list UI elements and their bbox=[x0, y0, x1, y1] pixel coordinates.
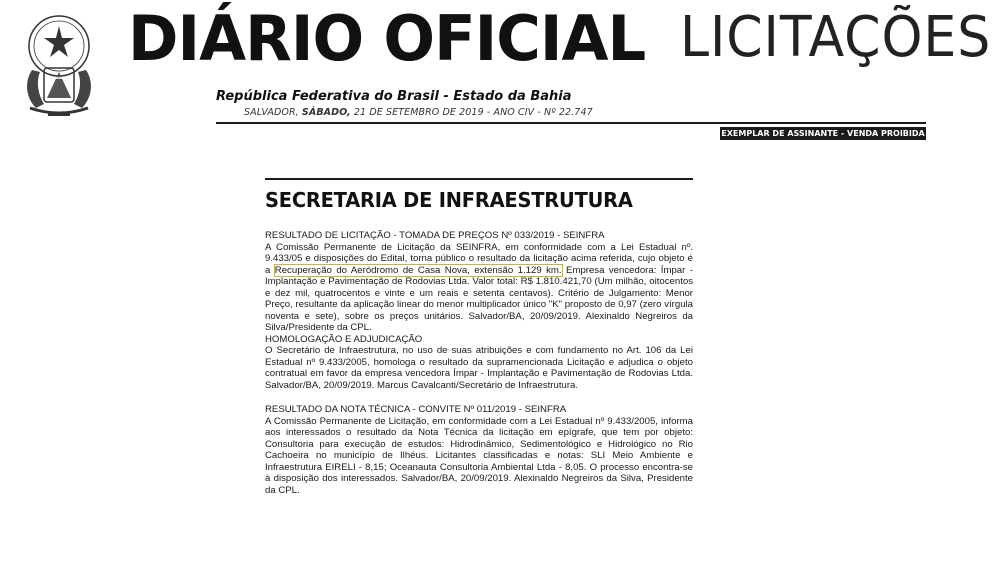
dateline-day: SÁBADO, bbox=[301, 107, 351, 118]
block1-paragraph bbox=[265, 242, 693, 334]
subtitle: República Federativa do Brasil - Estado da Bahia bbox=[216, 89, 572, 104]
block3-heading: RESULTADO DA NOTA TÉCNICA - CONVITE Nº 011/2019 - SEINFRA bbox=[265, 404, 567, 415]
block1-text-a: A Comissão Permanente de Licitação da SEINFRA, em conformidade com a Lei Estadual nº. 9.433/05 e disposições do Edital, torna público o resultado da licitação acima referida, cujo objeto é a bbox=[265, 241, 693, 276]
state-crest-logo bbox=[14, 12, 104, 120]
block2-paragraph: O Secretário de Infraestrutura, no uso de suas atribuições e com fundamento no Art. 106 da Lei Estadual nº 9.433/2005, homologa o resultado da supramencionada Licitação e adjudica o objeto contratual em favor da empresa vencedora Ímpar - Implantação e Pavimentação de Rodovias Ltda. Salvador/BA, 20/09/2019. Marcus Cavalcanti/Secretário de Infraestrutura. bbox=[265, 345, 693, 391]
header-rule bbox=[216, 122, 926, 124]
block1-heading: RESULTADO DE LICITAÇÃO - TOMADA DE PREÇOS Nº 033/2019 - SEINFRA bbox=[265, 230, 605, 241]
subscriber-banner: EXEMPLAR DE ASSINANTE - VENDA PROIBIDA bbox=[721, 129, 925, 138]
highlighted-object: Recuperação do Aeródromo de Casa Nova, extensão 1.129 km. bbox=[274, 264, 562, 276]
article bbox=[265, 178, 693, 496]
section-title-licitacoes: LICITAÇÕES bbox=[680, 5, 992, 70]
newspaper-title: DIÁRIO OFICIAL bbox=[128, 2, 646, 75]
block1-text-b: Empresa vencedora: Ímpar - Implantação e Pavimentação de Rodovias Ltda. Valor total: R$ 1.810.421,70 (Um milhão, oitocentos e dez mil, quatrocentos e vinte e um reais e setenta centavos). Critério de Julgamento: Menor Preço, resultante da aplicação linear do menor multiplicador único "K" proposto de 0,97 (zero vírgula noventa e sete), sobre os preços unitários. Salvador/BA, 20/09/2019. Alexinaldo Negreiros da Silva/Presidente da CPL. bbox=[265, 264, 693, 333]
article-rule bbox=[265, 178, 693, 180]
block3-paragraph: A Comissão Permanente de Licitação, em conformidade com a Lei Estadual nº 9.433/2005, informa aos interessados o resultado da Nota Técnica da licitação em epígrafe, que tem por objeto: Consultoria para execução de estudos: Hidrodinâmico, Sedimentológico e Hidrológico no Rio Cachoeira no município de Ilhéus. Licitantes classificadas e notas: SLI Meio Ambiente e Infraestrutura EIRELI - 8,15; Oceanauta Consultoria Ambiental Ltda - 8,05. O processo encontra-se à disposição dos interessados. Salvador/BA, 20/09/2019. Alexinaldo Negreiros da Silva, Presidente da CPL. bbox=[265, 415, 693, 496]
block-spacer bbox=[265, 391, 693, 404]
dateline-city: SALVADOR, bbox=[244, 107, 299, 118]
dateline-rest: 21 DE SETEMBRO DE 2019 - ANO CIV - Nº 22.747 bbox=[353, 107, 593, 118]
block2-heading: HOMOLOGAÇÃO E ADJUDICAÇÃO bbox=[265, 333, 423, 345]
secretaria-heading: SECRETARIA DE INFRAESTRUTURA bbox=[265, 188, 633, 212]
dateline bbox=[244, 107, 593, 118]
